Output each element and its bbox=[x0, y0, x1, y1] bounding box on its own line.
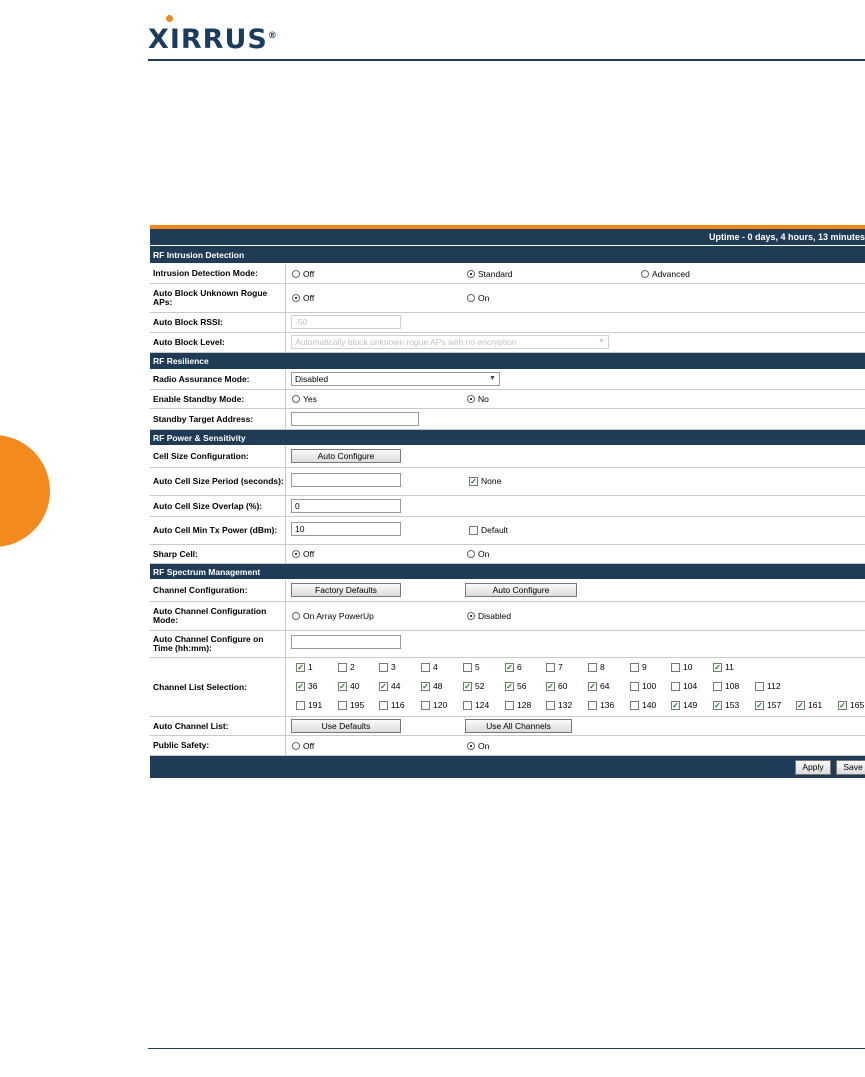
chevron-down-icon: ▼ bbox=[598, 338, 605, 345]
row-auto-cell-min-tx-power bbox=[150, 517, 865, 545]
channel-checkbox-4[interactable] bbox=[421, 662, 438, 672]
checkbox[interactable] bbox=[713, 682, 722, 691]
checkbox[interactable] bbox=[421, 663, 430, 672]
channel-number-label: 124 bbox=[475, 700, 490, 710]
field-label: Auto Cell Size Overlap (%): bbox=[150, 496, 286, 516]
radio-button[interactable] bbox=[292, 550, 300, 558]
field-label: Enable Standby Mode: bbox=[150, 390, 286, 408]
channel-number-label: 52 bbox=[475, 681, 485, 691]
radio-label: On bbox=[478, 549, 490, 559]
radio-auto-channel-disabled[interactable] bbox=[467, 611, 511, 621]
checkbox-label: Default bbox=[481, 525, 508, 535]
channel-number-label: 1 bbox=[308, 662, 313, 672]
radio-label: Off bbox=[303, 549, 315, 559]
radio-button[interactable] bbox=[292, 294, 300, 302]
channel-checkbox-9[interactable] bbox=[630, 662, 647, 672]
channel-number-label: 157 bbox=[767, 700, 782, 710]
field-label: Auto Cell Size Period (seconds): bbox=[150, 468, 286, 495]
row-auto-block-level bbox=[150, 333, 865, 353]
radio-label: Off bbox=[303, 741, 315, 751]
checkbox[interactable] bbox=[505, 701, 514, 710]
channel-number-label: 104 bbox=[683, 681, 698, 691]
radio-assurance-select[interactable] bbox=[291, 372, 500, 386]
auto-cell-size-overlap-input[interactable]: 0 bbox=[291, 499, 401, 513]
field-label: Auto Channel List: bbox=[150, 717, 286, 735]
channel-checkbox-132[interactable] bbox=[546, 700, 572, 710]
channel-checkbox-161[interactable] bbox=[796, 700, 822, 710]
field-label: Auto Channel Configure on Time (hh:mm): bbox=[150, 631, 286, 657]
channel-number-label: 60 bbox=[558, 681, 568, 691]
row-channel-configuration bbox=[150, 580, 865, 602]
channel-checkbox-5[interactable] bbox=[463, 662, 480, 672]
channel-checkbox-120[interactable] bbox=[421, 700, 447, 710]
field-label: Radio Assurance Mode: bbox=[150, 370, 286, 389]
chapter-tab-marker bbox=[0, 435, 50, 547]
channel-checkbox-165[interactable] bbox=[838, 700, 864, 710]
checkbox[interactable] bbox=[546, 701, 555, 710]
use-defaults-button[interactable]: Use Defaults bbox=[291, 719, 401, 733]
channel-number-label: 11 bbox=[725, 662, 734, 672]
checkbox[interactable]: ✓ bbox=[714, 700, 721, 710]
radio-public-safety-off[interactable] bbox=[292, 741, 314, 751]
radio-auto-block-on[interactable] bbox=[467, 293, 489, 303]
auto-configure-cell-size-button[interactable]: Auto Configure bbox=[291, 449, 401, 463]
checkbox[interactable] bbox=[755, 682, 764, 691]
channel-number-label: 56 bbox=[517, 681, 527, 691]
checkbox[interactable] bbox=[379, 701, 388, 710]
channel-number-label: 64 bbox=[600, 681, 610, 691]
checkbox[interactable]: ✓ bbox=[470, 476, 477, 486]
checkbox[interactable]: ✓ bbox=[464, 681, 471, 691]
channel-checkbox-3[interactable] bbox=[379, 662, 396, 672]
channel-number-label: 100 bbox=[642, 681, 657, 691]
channel-checkbox-140[interactable] bbox=[630, 700, 656, 710]
radio-sharp-cell-off[interactable] bbox=[292, 549, 314, 559]
channel-checkbox-100[interactable] bbox=[630, 681, 656, 691]
checkbox[interactable] bbox=[588, 663, 597, 672]
row-standby-target-address bbox=[150, 409, 865, 430]
radio-intrusion-standard[interactable] bbox=[467, 269, 513, 279]
channel-number-label: 9 bbox=[642, 662, 647, 672]
checkbox[interactable] bbox=[421, 701, 430, 710]
field-label: Auto Block RSSI: bbox=[150, 313, 286, 332]
section-title: RF Spectrum Management bbox=[153, 566, 261, 577]
radio-label: No bbox=[478, 394, 489, 404]
section-rf-resilience bbox=[150, 353, 865, 369]
checkbox[interactable] bbox=[630, 701, 639, 710]
channel-checkbox-8[interactable] bbox=[588, 662, 605, 672]
radio-auto-block-off[interactable] bbox=[292, 293, 314, 303]
channel-checkbox-64[interactable] bbox=[588, 681, 609, 691]
checkbox[interactable]: ✓ bbox=[672, 700, 679, 710]
row-auto-channel-list bbox=[150, 717, 865, 736]
auto-block-rssi-input[interactable]: -50 bbox=[291, 315, 401, 329]
auto-configure-channels-button[interactable]: Auto Configure bbox=[465, 583, 577, 597]
row-auto-cell-size-overlap bbox=[150, 496, 865, 517]
section-rf-intrusion-detection bbox=[150, 246, 865, 263]
radio-standby-yes[interactable] bbox=[292, 394, 317, 404]
channel-number-label: 136 bbox=[600, 700, 615, 710]
checkbox[interactable]: ✓ bbox=[297, 662, 304, 672]
checkbox[interactable] bbox=[469, 526, 478, 535]
radio-label: Off bbox=[303, 269, 315, 279]
checkbox[interactable]: ✓ bbox=[380, 681, 387, 691]
row-enable-standby-mode bbox=[150, 390, 865, 409]
channel-number-label: 108 bbox=[725, 681, 740, 691]
channel-number-label: 195 bbox=[350, 700, 365, 710]
channel-number-label: 3 bbox=[391, 662, 396, 672]
checkbox[interactable]: ✓ bbox=[589, 681, 596, 691]
checkbox[interactable] bbox=[379, 663, 388, 672]
channel-number-label: 40 bbox=[350, 681, 360, 691]
auto-cell-size-period-input[interactable] bbox=[291, 473, 401, 487]
radio-button[interactable] bbox=[467, 612, 475, 620]
checkbox[interactable] bbox=[588, 701, 597, 710]
channel-checkbox-116[interactable] bbox=[379, 700, 405, 710]
radio-label: Off bbox=[303, 293, 315, 303]
radio-button[interactable] bbox=[292, 612, 300, 620]
channel-number-label: 191 bbox=[308, 700, 323, 710]
radio-label: Disabled bbox=[478, 611, 512, 621]
row-auto-channel-configuration-mode bbox=[150, 602, 865, 631]
channel-number-label: 36 bbox=[308, 681, 318, 691]
field-label: Auto Channel Configuration Mode: bbox=[150, 602, 286, 630]
radio-intrusion-off[interactable] bbox=[292, 269, 314, 279]
field-label: Sharp Cell: bbox=[150, 545, 286, 563]
row-auto-channel-configure-time bbox=[150, 631, 865, 658]
channel-number-label: 149 bbox=[683, 700, 698, 710]
channel-checkbox-48[interactable] bbox=[421, 681, 442, 691]
channel-checkbox-10[interactable] bbox=[671, 662, 692, 672]
checkbox[interactable]: ✓ bbox=[547, 681, 554, 691]
channel-number-label: 116 bbox=[391, 700, 405, 710]
radio-label: On bbox=[478, 293, 490, 303]
checkbox-label: None bbox=[481, 476, 502, 486]
uptime-text: Uptime - 0 days, 4 hours, 13 minutes bbox=[708, 232, 865, 242]
radio-label: On bbox=[478, 741, 490, 751]
channel-checkbox-108[interactable] bbox=[713, 681, 739, 691]
channel-checkbox-149[interactable] bbox=[671, 700, 697, 710]
channel-checkbox-136[interactable] bbox=[588, 700, 614, 710]
channel-number-label: 153 bbox=[725, 700, 740, 710]
channel-checkbox-1[interactable] bbox=[296, 662, 313, 672]
section-title: RF Resilience bbox=[153, 356, 209, 366]
checkbox[interactable] bbox=[296, 701, 305, 710]
radio-button[interactable] bbox=[292, 395, 300, 403]
channel-checkbox-44[interactable] bbox=[379, 681, 400, 691]
channel-checkbox-60[interactable] bbox=[546, 681, 567, 691]
channel-checkbox-2[interactable] bbox=[338, 662, 355, 672]
field-label: Intrusion Detection Mode: bbox=[150, 264, 286, 283]
channel-checkbox-7[interactable] bbox=[546, 662, 563, 672]
field-label: Cell Size Configuration: bbox=[150, 446, 286, 467]
select-value: Disabled bbox=[295, 374, 329, 384]
channel-checkbox-11[interactable] bbox=[713, 662, 734, 672]
checkbox[interactable] bbox=[630, 663, 639, 672]
radio-intrusion-advanced[interactable] bbox=[641, 269, 690, 279]
radio-button[interactable] bbox=[467, 294, 475, 302]
radio-button[interactable] bbox=[467, 550, 475, 558]
field-label: Auto Cell Min Tx Power (dBm): bbox=[150, 517, 286, 544]
channel-number-label: 10 bbox=[683, 662, 693, 672]
channel-checkbox-52[interactable] bbox=[463, 681, 484, 691]
radio-button[interactable] bbox=[292, 270, 300, 278]
row-public-safety bbox=[150, 736, 865, 756]
checkbox[interactable] bbox=[463, 663, 472, 672]
checkbox[interactable]: ✓ bbox=[297, 681, 304, 691]
channel-number-label: 140 bbox=[642, 700, 657, 710]
field-label: Auto Block Level: bbox=[150, 333, 286, 352]
checkbox-period-none[interactable] bbox=[469, 476, 501, 486]
section-rf-power-sensitivity bbox=[150, 430, 865, 445]
checkbox[interactable] bbox=[338, 701, 347, 710]
channel-checkbox-56[interactable] bbox=[505, 681, 526, 691]
radio-button[interactable] bbox=[467, 270, 475, 278]
logo-text: XIRRUS bbox=[148, 24, 268, 55]
row-auto-block-unknown bbox=[150, 284, 865, 313]
field-label: Channel List Selection: bbox=[150, 658, 286, 716]
row-auto-cell-size-period bbox=[150, 468, 865, 496]
row-auto-block-rssi bbox=[150, 313, 865, 333]
channel-checkbox-112[interactable] bbox=[755, 681, 781, 691]
checkbox[interactable]: ✓ bbox=[506, 681, 513, 691]
checkbox[interactable]: ✓ bbox=[339, 681, 346, 691]
checkbox[interactable] bbox=[463, 701, 472, 710]
row-radio-assurance-mode bbox=[150, 370, 865, 390]
checkbox[interactable]: ✓ bbox=[714, 662, 721, 672]
header-divider bbox=[148, 59, 865, 61]
channel-number-label: 132 bbox=[558, 700, 573, 710]
checkbox[interactable]: ✓ bbox=[797, 700, 804, 710]
channel-number-label: 5 bbox=[475, 662, 480, 672]
standby-target-address-input[interactable] bbox=[291, 412, 419, 426]
checkbox[interactable]: ✓ bbox=[839, 700, 846, 710]
channel-checkbox-36[interactable] bbox=[296, 681, 317, 691]
channel-number-label: 128 bbox=[517, 700, 532, 710]
channel-number-label: 112 bbox=[767, 681, 781, 691]
field-label: Public Safety: bbox=[150, 736, 286, 755]
save-button[interactable]: Save bbox=[836, 760, 865, 775]
select-value: Automatically block unknown rogue APs with no encryption bbox=[295, 337, 517, 347]
row-sharp-cell bbox=[150, 545, 865, 564]
xirrus-logo bbox=[148, 24, 278, 55]
field-label: Standby Target Address: bbox=[150, 409, 286, 429]
channel-checkbox-195[interactable] bbox=[338, 700, 364, 710]
radio-button[interactable] bbox=[467, 742, 475, 750]
radio-label: Standard bbox=[478, 269, 513, 279]
channel-checkbox-124[interactable] bbox=[463, 700, 489, 710]
auto-channel-time-input[interactable] bbox=[291, 635, 401, 649]
auto-cell-min-tx-power-input[interactable]: 10 bbox=[291, 522, 401, 536]
checkbox[interactable] bbox=[338, 663, 347, 672]
radio-label: On Array PowerUp bbox=[303, 611, 374, 621]
channel-number-label: 161 bbox=[808, 700, 823, 710]
checkbox-min-tx-default[interactable] bbox=[469, 525, 508, 535]
radio-on-array-powerup[interactable] bbox=[292, 611, 374, 621]
radio-public-safety-on[interactable] bbox=[467, 741, 489, 751]
field-label: Auto Block Unknown Rogue APs: bbox=[150, 284, 286, 312]
channel-checkbox-191[interactable] bbox=[296, 700, 322, 710]
channel-checkbox-153[interactable] bbox=[713, 700, 739, 710]
channel-number-label: 7 bbox=[558, 662, 563, 672]
channel-checkbox-157[interactable] bbox=[755, 700, 781, 710]
channel-checkbox-40[interactable] bbox=[338, 681, 359, 691]
field-label: Channel Configuration: bbox=[150, 580, 286, 601]
channel-number-label: 165 bbox=[850, 700, 865, 710]
checkbox[interactable] bbox=[546, 663, 555, 672]
checkbox[interactable] bbox=[671, 663, 680, 672]
channel-number-label: 44 bbox=[391, 681, 401, 691]
footer-divider bbox=[148, 1048, 865, 1049]
channel-number-label: 8 bbox=[600, 662, 605, 672]
form-footer-bar bbox=[150, 756, 865, 778]
factory-defaults-button[interactable]: Factory Defaults bbox=[291, 583, 401, 597]
section-rf-spectrum-management bbox=[150, 564, 865, 579]
channel-number-label: 2 bbox=[350, 662, 355, 672]
radio-button[interactable] bbox=[467, 395, 475, 403]
radio-label: Yes bbox=[303, 394, 317, 404]
channel-number-label: 4 bbox=[433, 662, 438, 672]
use-all-channels-button[interactable]: Use All Channels bbox=[465, 719, 572, 733]
apply-button[interactable]: Apply bbox=[795, 760, 831, 775]
checkbox[interactable]: ✓ bbox=[506, 662, 513, 672]
chevron-down-icon: ▼ bbox=[489, 375, 496, 382]
radio-button[interactable] bbox=[641, 270, 649, 278]
channel-number-label: 6 bbox=[517, 662, 522, 672]
radio-button[interactable] bbox=[292, 742, 300, 750]
section-title: RF Power & Sensitivity bbox=[153, 432, 246, 443]
channel-number-label: 120 bbox=[433, 700, 448, 710]
checkbox[interactable] bbox=[630, 682, 639, 691]
section-title: RF Intrusion Detection bbox=[153, 249, 245, 260]
logo-registered-mark: ® bbox=[267, 31, 278, 41]
rf-settings-panel bbox=[150, 225, 865, 778]
channel-checkbox-104[interactable] bbox=[671, 681, 697, 691]
row-channel-list-selection bbox=[150, 658, 865, 717]
auto-block-level-select[interactable] bbox=[291, 335, 609, 349]
uptime-bar bbox=[150, 229, 865, 245]
channel-checkbox-128[interactable] bbox=[505, 700, 531, 710]
channel-checkbox-6[interactable] bbox=[505, 662, 522, 672]
row-cell-size-configuration bbox=[150, 446, 865, 468]
checkbox[interactable]: ✓ bbox=[756, 700, 763, 710]
radio-standby-no[interactable] bbox=[467, 394, 489, 404]
radio-label: Advanced bbox=[652, 269, 690, 279]
row-intrusion-detection-mode bbox=[150, 264, 865, 284]
channel-number-label: 48 bbox=[433, 681, 443, 691]
radio-sharp-cell-on[interactable] bbox=[467, 549, 489, 559]
checkbox[interactable]: ✓ bbox=[422, 681, 429, 691]
checkbox[interactable] bbox=[671, 682, 680, 691]
logo-dot bbox=[166, 15, 173, 22]
